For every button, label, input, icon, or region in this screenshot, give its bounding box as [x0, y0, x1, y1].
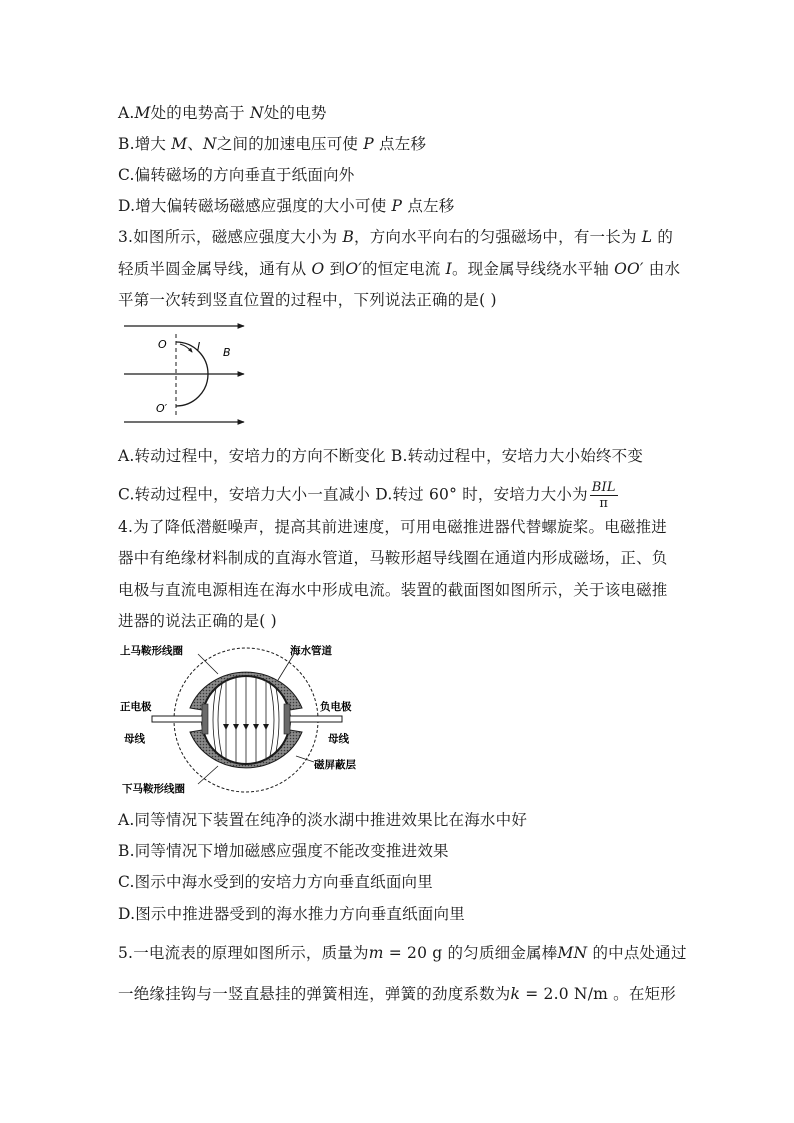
- label-current-i: I: [197, 340, 201, 353]
- q4-stem-line-3: 电极与直流电源相连在海水中形成电流。装置的截面图如图所示，关于该电磁推: [118, 581, 668, 599]
- label-busbar-left: 母线: [124, 733, 145, 745]
- negative-electrode-bar: [286, 716, 342, 722]
- q5-stem-line-2: 一绝缘挂钩与一竖直悬挂的弹簧相连，弹簧的劲度系数为k = 2.0 N/m 。在矩形: [118, 985, 676, 1003]
- label-negative-electrode: 负电极: [320, 701, 352, 713]
- q3-stem-line-1: 3.如图所示，磁感应强度大小为 B，方向水平向右的匀强磁场中，有一长为 L 的: [118, 228, 674, 246]
- q3-options-cd: C.转动过程中，安培力大小一直减小 D.转过 60° 时，安培力大小为 $\frac{\text{BIL}}{\pi}$: [118, 480, 616, 511]
- label-shield: 磁屏蔽层: [314, 759, 356, 771]
- label-upper-coil: 上马鞍形线圈: [120, 645, 183, 657]
- negative-electrode-plate: [284, 704, 290, 734]
- q3-stem-line-3: 平第一次转到竖直位置的过程中，下列说法正确的是( ): [118, 291, 497, 309]
- fraction-bil-over-pi: $\frac{\text{BIL}}{\pi}$: [591, 480, 616, 511]
- leader-shield: [296, 756, 314, 762]
- q4-option-d: D.图示中推进器受到的海水推力方向垂直纸面向里: [118, 905, 465, 923]
- q2-option-b: B.增大 M、N之间的加速电压可使 P 点左移: [118, 135, 427, 153]
- q4-stem-line-4: 进器的说法正确的是( ): [118, 612, 277, 630]
- label-pipe: 海水管道: [290, 645, 332, 657]
- positive-electrode-plate: [202, 704, 208, 734]
- q2-option-a: A.M处的电势高于 N处的电势: [118, 104, 327, 122]
- label-lower-coil: 下马鞍形线圈: [122, 783, 185, 795]
- q4-option-c: C.图示中海水受到的安培力方向垂直纸面向里: [118, 873, 433, 891]
- q2-option-d: D.增大偏转磁场磁感应强度的大小可使 P 点左移: [118, 197, 455, 215]
- label-o: O: [158, 338, 167, 351]
- leader-pipe: [278, 654, 294, 680]
- q5-stem-line-1: 5.一电流表的原理如图所示，质量为m = 20 g 的匀质细金属棒MN 的中点处通过: [118, 944, 687, 962]
- label-positive-electrode: 正电极: [120, 701, 152, 713]
- label-busbar-right: 母线: [328, 733, 349, 745]
- q3-options-ab: A.转动过程中，安培力的方向不断变化 B.转动过程中，安培力大小始终不变: [118, 447, 644, 465]
- q4-figure: [118, 638, 372, 798]
- positive-electrode-bar: [152, 716, 206, 722]
- q4-option-b: B.同等情况下增加磁感应强度不能改变推进效果: [118, 842, 449, 860]
- q3-stem-line-2: 轻质半圆金属导线，通有从 O 到O′的恒定电流 I。现金属导线绕水平轴 OO′ 由水: [118, 260, 681, 278]
- label-field-b: B: [223, 346, 231, 359]
- q2-option-c: C.偏转磁场的方向垂直于纸面向外: [118, 166, 355, 184]
- q4-option-a: A.同等情况下装置在纯净的淡水湖中推进效果比在海水中好: [118, 811, 528, 829]
- q4-stem-line-1: 4.为了降低潜艇噪声，提高其前进速度，可用电磁推进器代替螺旋桨。电磁推进: [118, 518, 667, 536]
- q3-figure: [120, 318, 250, 430]
- q4-stem-line-2: 器中有绝缘材料制成的直海水管道，马鞍形超导线圈在通道内形成磁场，正、负: [118, 549, 668, 567]
- label-o-prime: O′: [156, 402, 168, 415]
